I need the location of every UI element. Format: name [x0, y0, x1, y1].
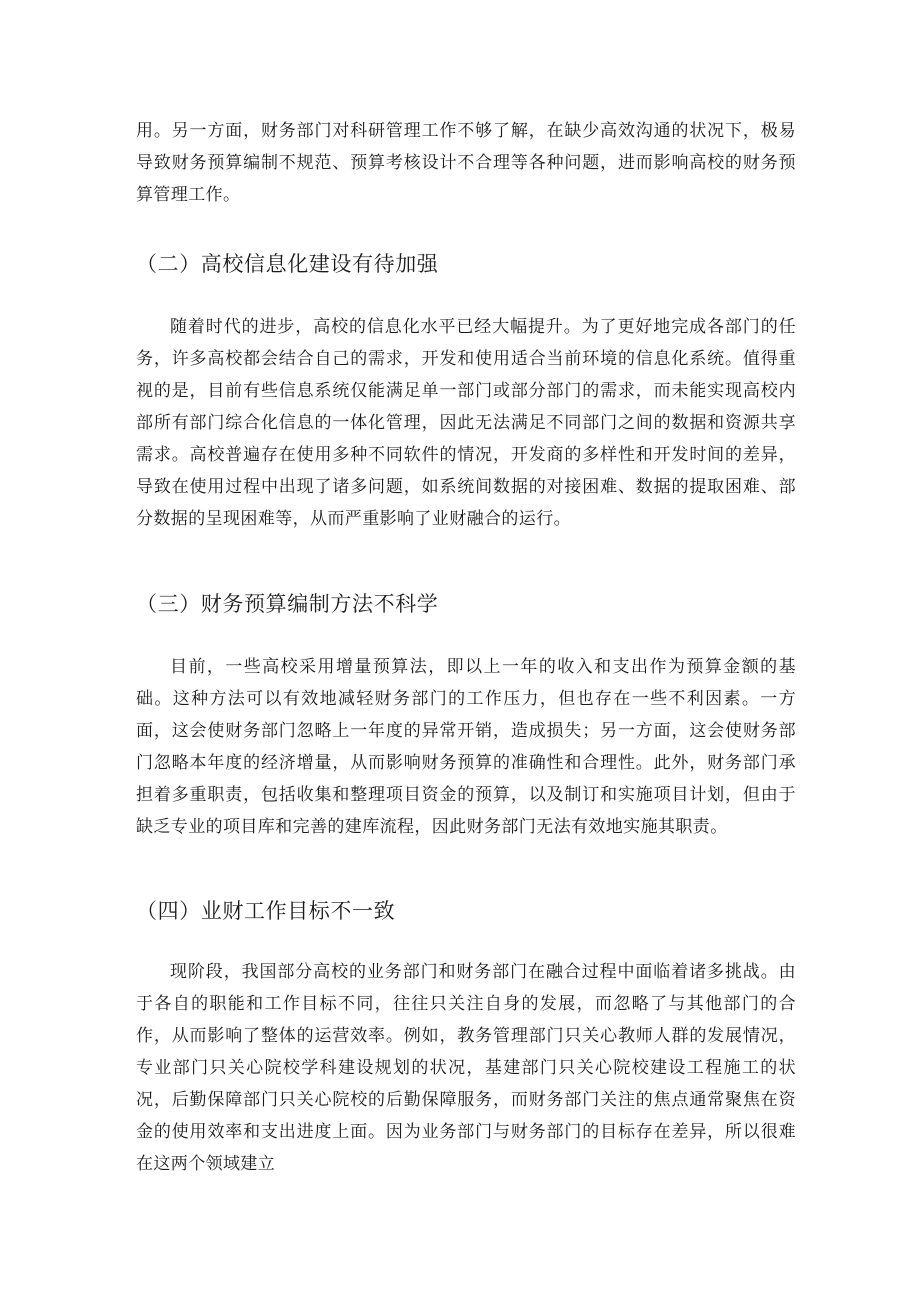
paragraph-continued: 用。另一方面，财务部门对科研管理工作不够了解，在缺少高效沟通的状况下，极易导致财务预算编制不规范、预算考核设计不合理等各种问题，进而影响高校的财务预算管理工作。 [136, 121, 796, 205]
paragraph-budget-method: 目前，一些高校采用增量预算法，即以上一年的收入和支出作为预算金额的基础。这种方法可以有效地减轻财务部门的工作压力，但也存在一些不利因素。一方面，这会使财务部门忽略上一年度的异常开销，造成损失；另一方面，这会使财务部门忽略本年度的经济增量，从而影响财务预算的准确性和合理性。此外，财务部门承担着多重职责，包括收集和整理项目资金的预算，以及制订和实施项目计划，但由于缺乏专业的项目库和完善的建库流程，因此财务部门无法有效地实施其职责。 [136, 657, 796, 837]
section-heading-2: （二）高校信息化建设有待加强 [136, 252, 439, 276]
paragraph-goal-mismatch: 现阶段，我国部分高校的业务部门和财务部门在融合过程中面临着诸多挑战。由于各自的职能和工作目标不同，往往只关注自身的发展，而忽略了与其他部门的合作，从而影响了整体的运营效率。例如，教务管理部门只关心教师人群的发展情况，专业部门只关心院校学科建设规划的状况，基建部门只关心院校建设工程施工的状况，后勤保障部门只关心院校的后勤保障服务，而财务部门关注的焦点通常聚焦在资金的使用效率和支出进度上面。因为业务部门与财务部门的目标存在差异，所以很难在这两个领域建立 [136, 962, 796, 1174]
section-heading-4: （四）业财工作目标不一致 [136, 899, 396, 923]
section-heading-3: （三）财务预算编制方法不科学 [136, 592, 439, 616]
paragraph-informatization: 随着时代的进步，高校的信息化水平已经大幅提升。为了更好地完成各部门的任务，许多高校都会结合自己的需求，开发和使用适合当前环境的信息化系统。值得重视的是，目前有些信息系统仅能满足单一部门或部分部门的需求，而未能实现高校内部所有部门综合化信息的一体化管理，因此无法满足不同部门之间的数据和资源共享需求。高校普遍存在使用多种不同软件的情况，开发商的多样性和开发时间的差异，导致在使用过程中出现了诸多问题，如系统间数据的对接困难、数据的提取困难、部分数据的呈现困难等，从而严重影响了业财融合的运行。 [136, 317, 796, 529]
